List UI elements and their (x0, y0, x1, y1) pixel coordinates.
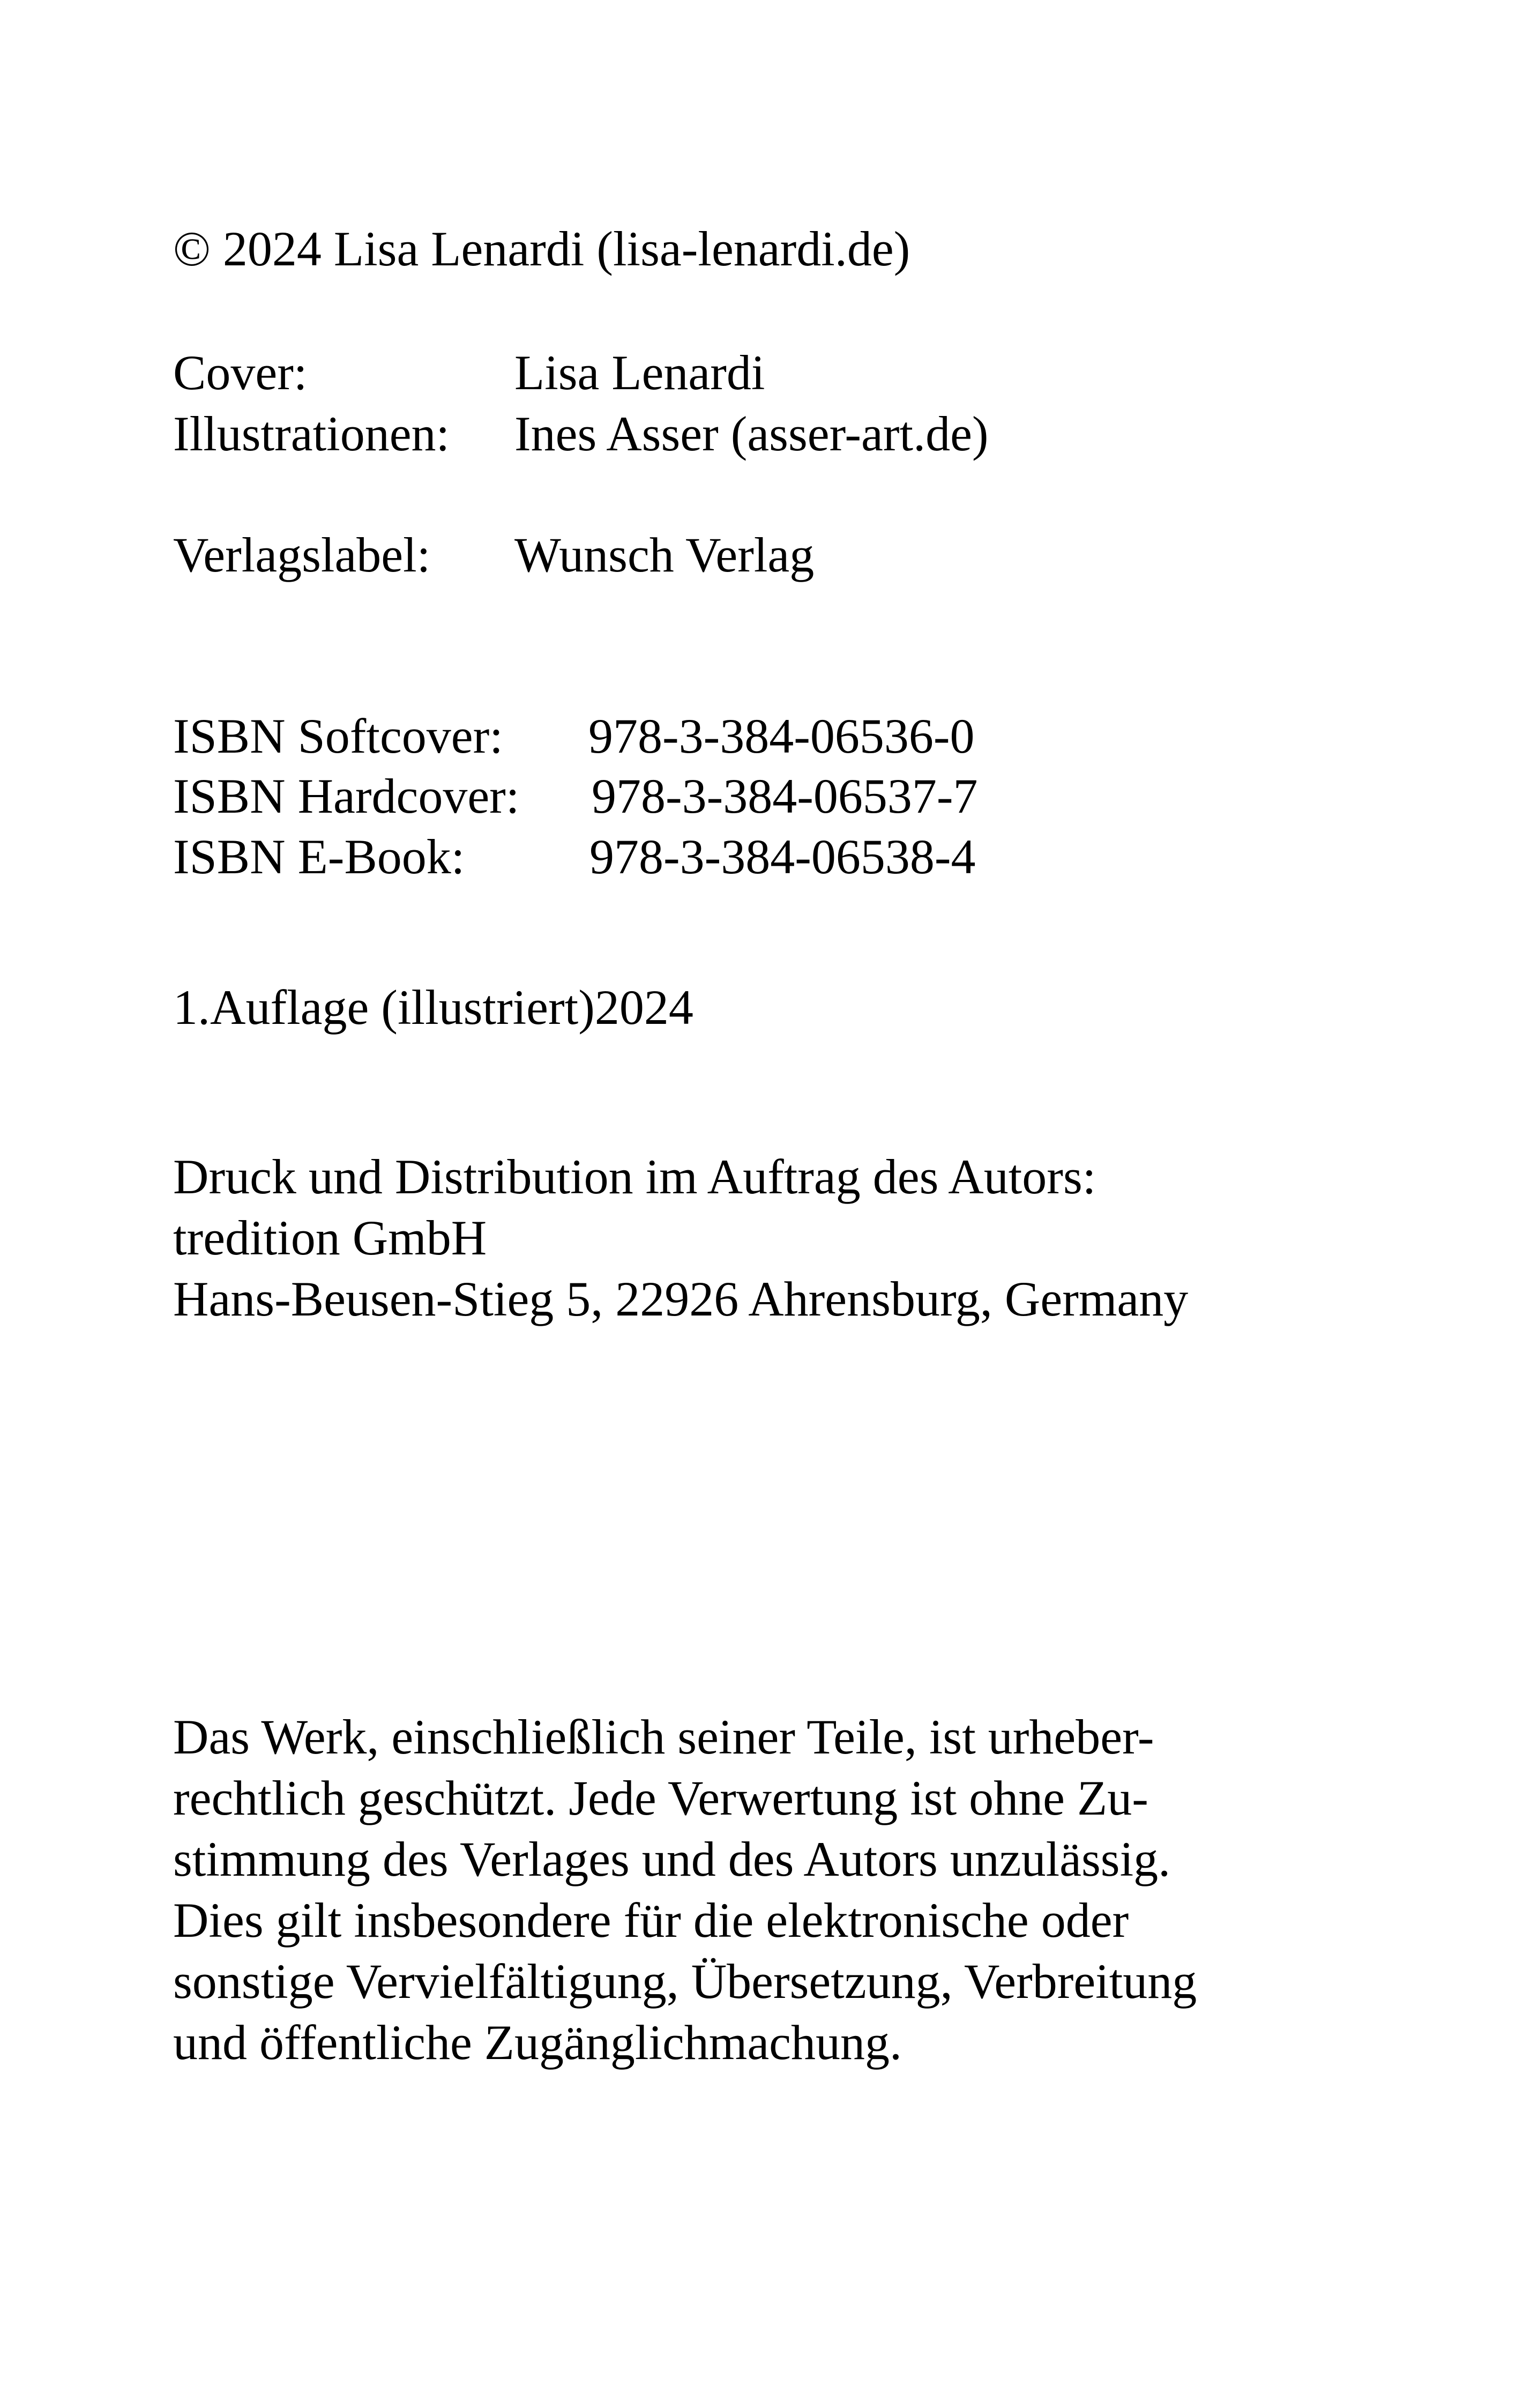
printer-info (173, 1146, 1188, 1329)
illustrations-value: Ines Asser (asser-art.de) (514, 406, 989, 461)
legal-line: und öffentliche Zugänglichmachung. (173, 2015, 902, 2070)
legal-line: Das Werk, einschließlich seiner Teile, ist urheber- (173, 1710, 1154, 1764)
publisher-value: Wunsch Verlag (514, 527, 815, 582)
printer-line: Druck und Distribution im Auftrag des Autors: (173, 1149, 1096, 1204)
copyright-line: © 2024 Lisa Lenardi (lisa-lenardi.de) (173, 221, 910, 276)
isbn-hardcover-value: 978-3-384-06537-7 (592, 769, 978, 823)
isbn-ebook-label: ISBN E-Book: (173, 829, 465, 884)
cover-value: Lisa Lenardi (514, 345, 765, 400)
legal-line: sonstige Vervielfältigung, Übersetzung, Verbreitung (173, 1954, 1197, 2009)
legal-notice (173, 1706, 1197, 2073)
cover-label: Cover: (173, 345, 308, 400)
isbn-ebook-value: 978-3-384-06538-4 (589, 829, 976, 884)
printer-line: Hans-Beusen-Stieg 5, 22926 Ahrensburg, Germany (173, 1272, 1189, 1326)
illustrations-label: Illustrationen: (173, 406, 450, 461)
publisher-label: Verlagslabel: (173, 527, 431, 582)
isbn-softcover-value: 978-3-384-06536-0 (588, 709, 975, 763)
printer-line: tredition GmbH (173, 1210, 487, 1265)
legal-line: Dies gilt insbesondere für die elektronische oder (173, 1893, 1129, 1948)
edition-line: 1.Auflage (illustriert)2024 (173, 980, 693, 1035)
legal-line: stimmung des Verlages und des Autors unzulässig. (173, 1832, 1171, 1886)
isbn-hardcover-label: ISBN Hardcover: (173, 769, 520, 823)
isbn-softcover-label: ISBN Softcover: (173, 709, 503, 763)
legal-line: rechtlich geschützt. Jede Verwertung ist ohne Zu- (173, 1771, 1148, 1825)
